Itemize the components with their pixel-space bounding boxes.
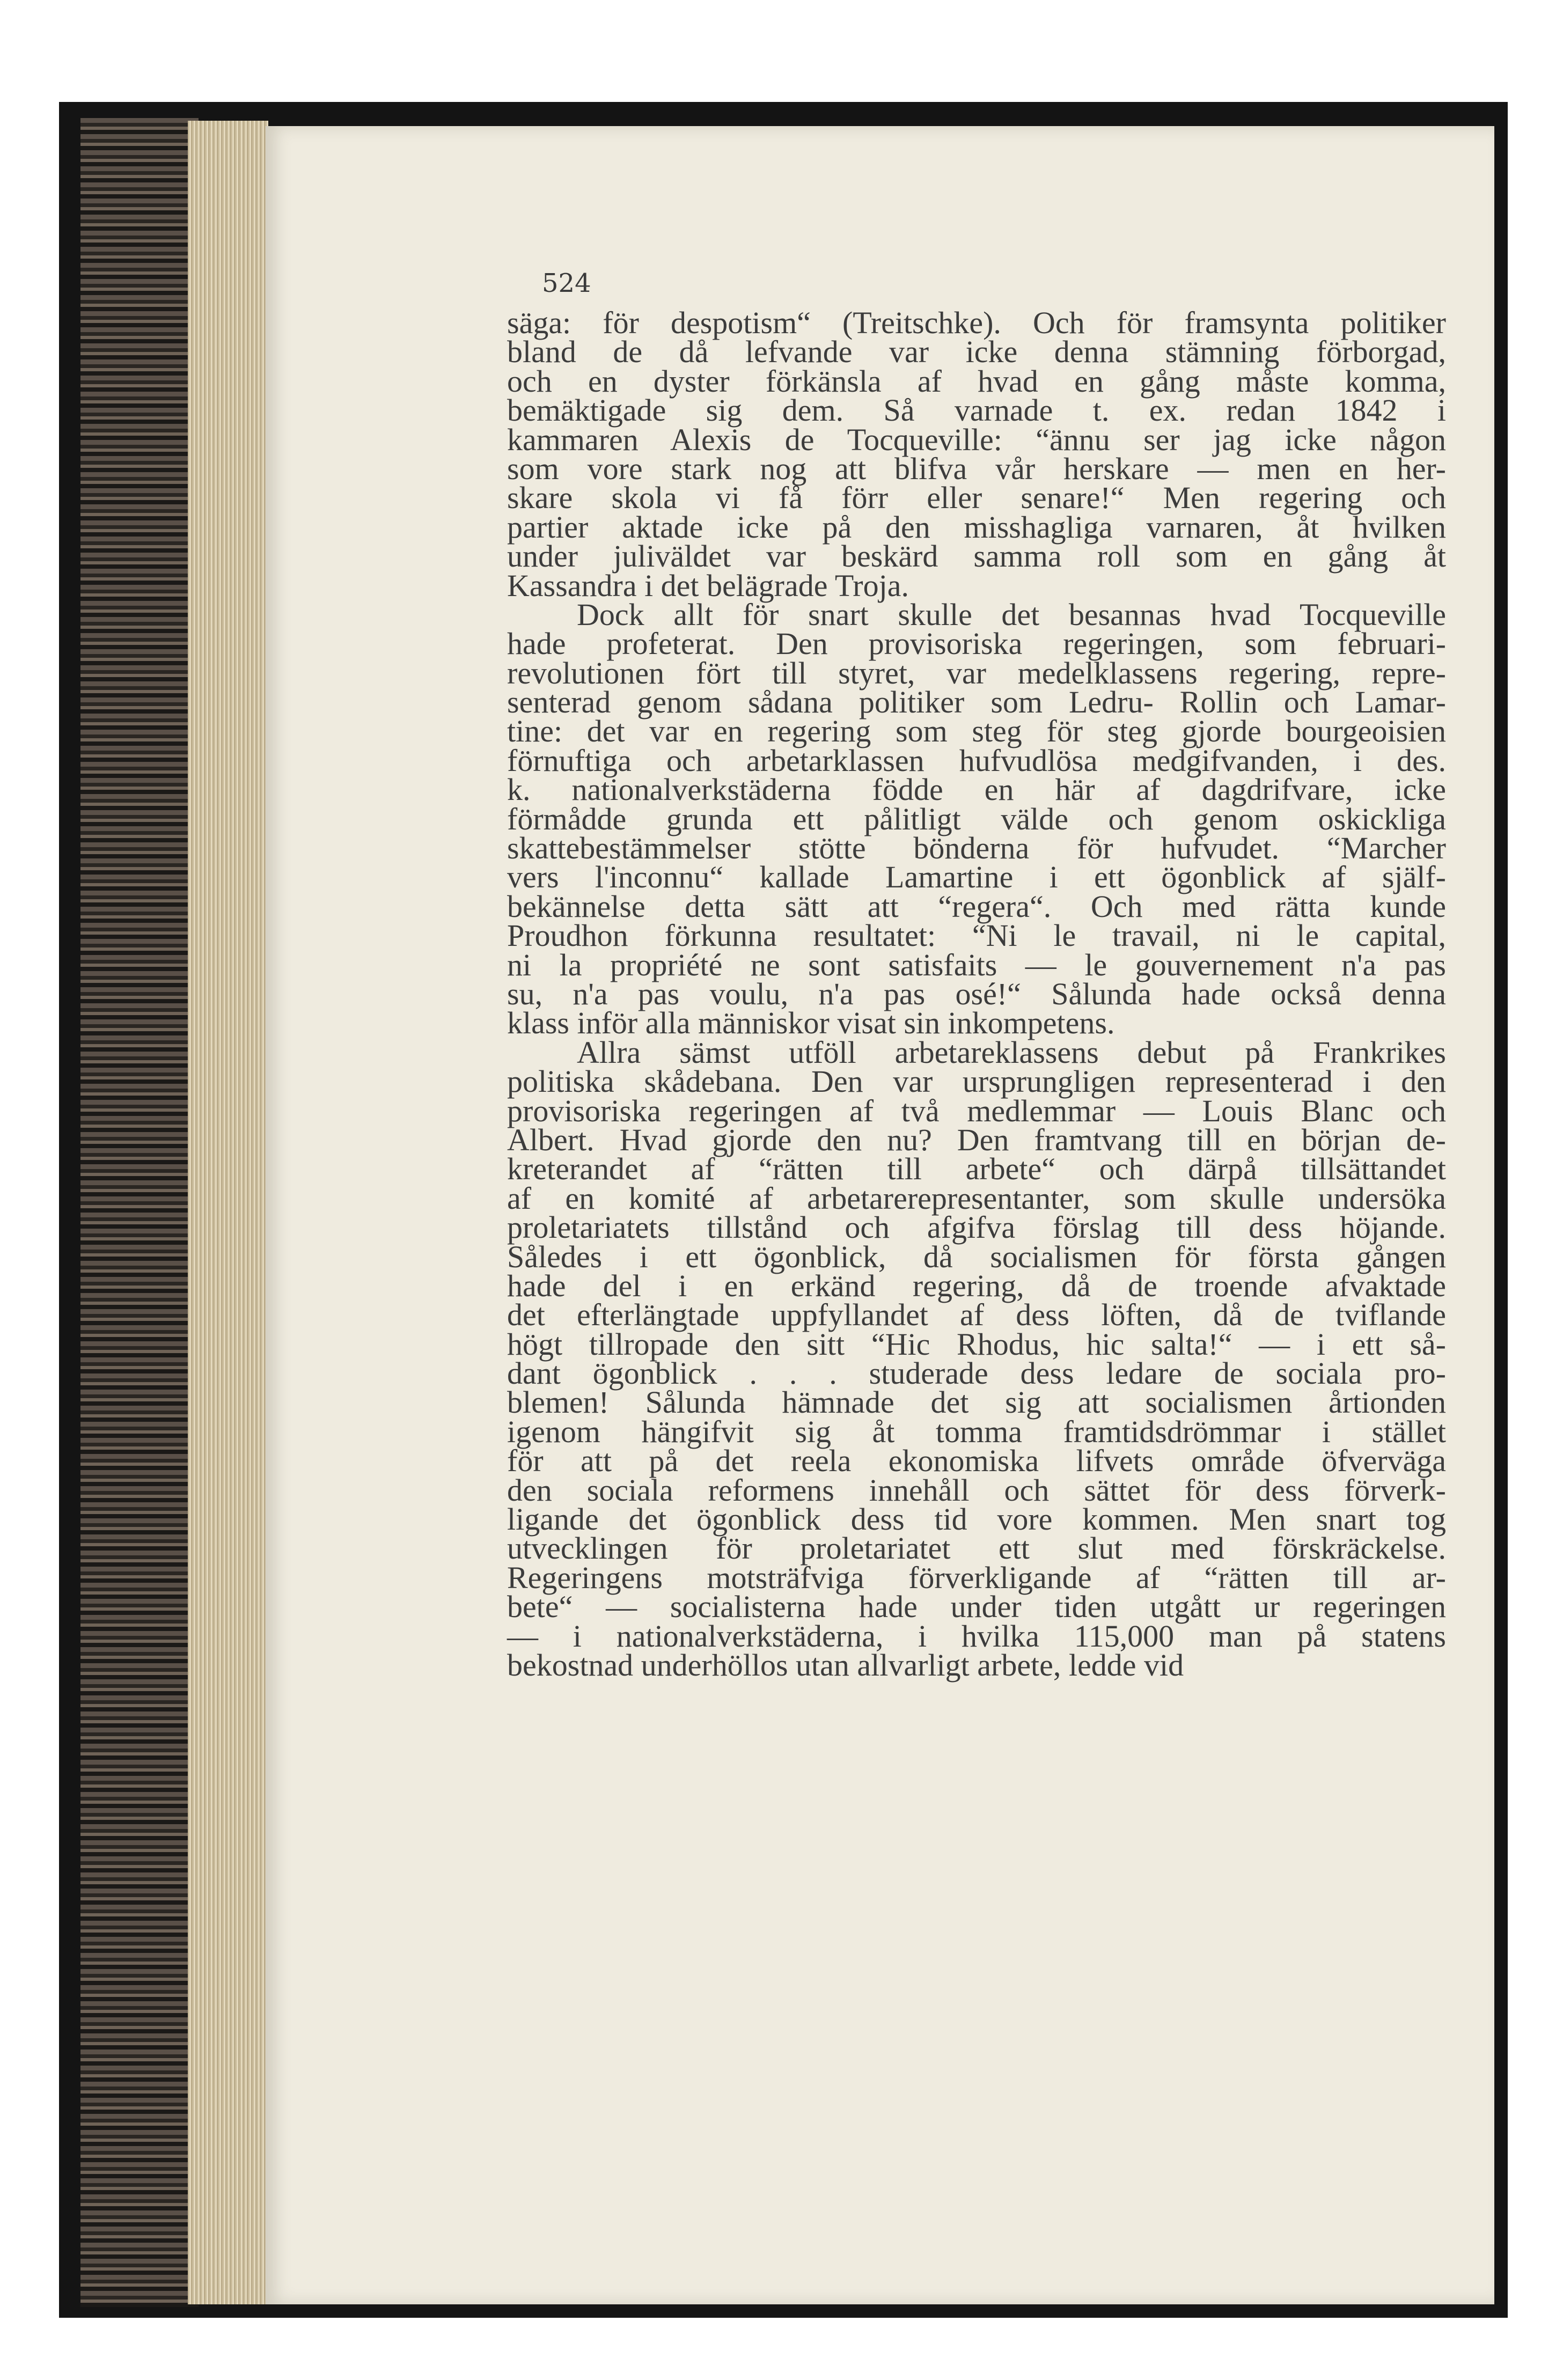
- text-line: proletariatets tillstånd och afgifva förslag till dess höjande.: [507, 1210, 1446, 1245]
- text-line: k. nationalverkstäderna födde en här af dagdrifvare, icke: [507, 772, 1446, 807]
- text-line: kammaren Alexis de Tocqueville: “ännu ser jag icke någon: [507, 422, 1446, 457]
- text-line: Således i ett ögonblick, då socialismen för första gången: [507, 1239, 1446, 1274]
- text-line: senterad genom sådana politiker som Ledru- Rollin och Lamar-: [507, 685, 1446, 720]
- text-line: politiska skådebana. Den var ursprungligen representerad i den: [507, 1064, 1446, 1099]
- text-line: revolutionen fört till styret, var medelklassens regering, repre-: [507, 655, 1446, 691]
- text-line: bland de då lefvande var icke denna stämning förborgad,: [507, 334, 1446, 370]
- book-spine: [80, 118, 199, 2307]
- text-line: Albert. Hvad gjorde den nu? Den framtvang till en början de-: [507, 1122, 1446, 1157]
- text-line: Regeringens motsträfviga förverkligande af “rätten till ar-: [507, 1560, 1446, 1595]
- text-line: ligande det ögonblick dess tid vore kommen. Men snart tog: [507, 1502, 1446, 1537]
- text-line: hade del i en erkänd regering, då de troende afvaktade: [507, 1268, 1446, 1303]
- text-line: Dock allt för snart skulle det besannas hvad Tocqueville: [577, 597, 1446, 632]
- text-line: provisoriska regeringen af två medlemmar — Louis Blanc och: [507, 1093, 1446, 1128]
- page-stack-edges: [188, 121, 268, 2304]
- text-line: bemäktigade sig dem. Så varnade t. ex. redan 1842 i: [507, 393, 1446, 428]
- text-line: skare skola vi få förr eller senare!“ Men regering och: [507, 480, 1446, 516]
- text-line: under juliväldet var beskärd samma roll som en gång åt: [507, 539, 1446, 574]
- text-line: igenom hängifvit sig åt tomma framtidsdrömmar i stället: [507, 1414, 1446, 1449]
- text-line: klass inför alla människor visat sin inkompetens.: [507, 1005, 1115, 1041]
- text-line: vers l'inconnu“ kallade Lamartine i ett ögonblick af själf-: [507, 860, 1446, 895]
- text-line: dant ögonblick . . . studerade dess ledare de sociala pro-: [507, 1356, 1446, 1391]
- text-line: och en dyster förkänsla af hvad en gång måste komma,: [507, 363, 1446, 399]
- text-line: för att på det reela ekonomiska lifvets område öfverväga: [507, 1443, 1446, 1479]
- text-line: Allra sämst utföll arbetareklassens debut på Frankrikes: [577, 1034, 1446, 1070]
- text-line: som vore stark nog att blifva vår herskare — men en her-: [507, 451, 1446, 486]
- text-line: bekännelse detta sätt att “regera“. Och med rätta kunde: [507, 888, 1446, 924]
- text-line: kreterandet af “rätten till arbete“ och därpå tillsättandet: [507, 1151, 1446, 1187]
- text-line: hade profeterat. Den provisoriska regeringen, som februari-: [507, 626, 1446, 662]
- text-line: högt tillropade den sitt “Hic Rhodus, hic salta!“ — i ett så-: [507, 1326, 1446, 1362]
- text-line: det efterlängtade uppfyllandet af dess löften, då de tviflande: [507, 1297, 1446, 1333]
- text-line: — i nationalverkstäderna, i hvilka 115,000 man på statens: [507, 1618, 1446, 1654]
- text-line: den sociala reformens innehåll och sättet för dess förverk-: [507, 1472, 1446, 1508]
- body-text: [507, 305, 1446, 1683]
- text-line: af en komité af arbetarerepresentanter, som skulle undersöka: [507, 1180, 1446, 1216]
- text-line: blemen! Sålunda hämnade det sig att socialismen årtionden: [507, 1385, 1446, 1420]
- text-line: partier aktade icke på den misshagliga varnaren, åt hvilken: [507, 509, 1446, 545]
- text-line: förmådde grunda ett pålitligt välde och genom oskickliga: [507, 801, 1446, 836]
- page-number: 524: [542, 268, 591, 298]
- text-line: tine: det var en regering som steg för steg gjorde bourgeoisien: [507, 714, 1446, 749]
- text-line: förnuftiga och arbetarklassen hufvudlösa medgifvanden, i des.: [507, 743, 1446, 778]
- text-line: su, n'a pas voulu, n'a pas osé!“ Sålunda hade också denna: [507, 976, 1446, 1011]
- text-line: bete“ — socialisterna hade under tiden utgått ur regeringen: [507, 1589, 1446, 1625]
- text-line: utvecklingen för proletariatet ett slut med förskräckelse.: [507, 1531, 1446, 1566]
- text-line: skattebestämmelser stötte bönderna för hufvudet. “Marcher: [507, 831, 1446, 866]
- text-line: bekostnad underhöllos utan allvarligt arbete, ledde vid: [507, 1647, 1184, 1683]
- text-line: säga: för despotism“ (Treitschke). Och för framsynta politiker: [507, 305, 1446, 340]
- text-line: ni la propriété ne sont satisfaits — le gouvernement n'a pas: [507, 947, 1446, 982]
- text-line: Kassandra i det belägrade Troja.: [507, 568, 909, 603]
- text-line: Proudhon förkunna resultatet: “Ni le travail, ni le capital,: [507, 918, 1446, 953]
